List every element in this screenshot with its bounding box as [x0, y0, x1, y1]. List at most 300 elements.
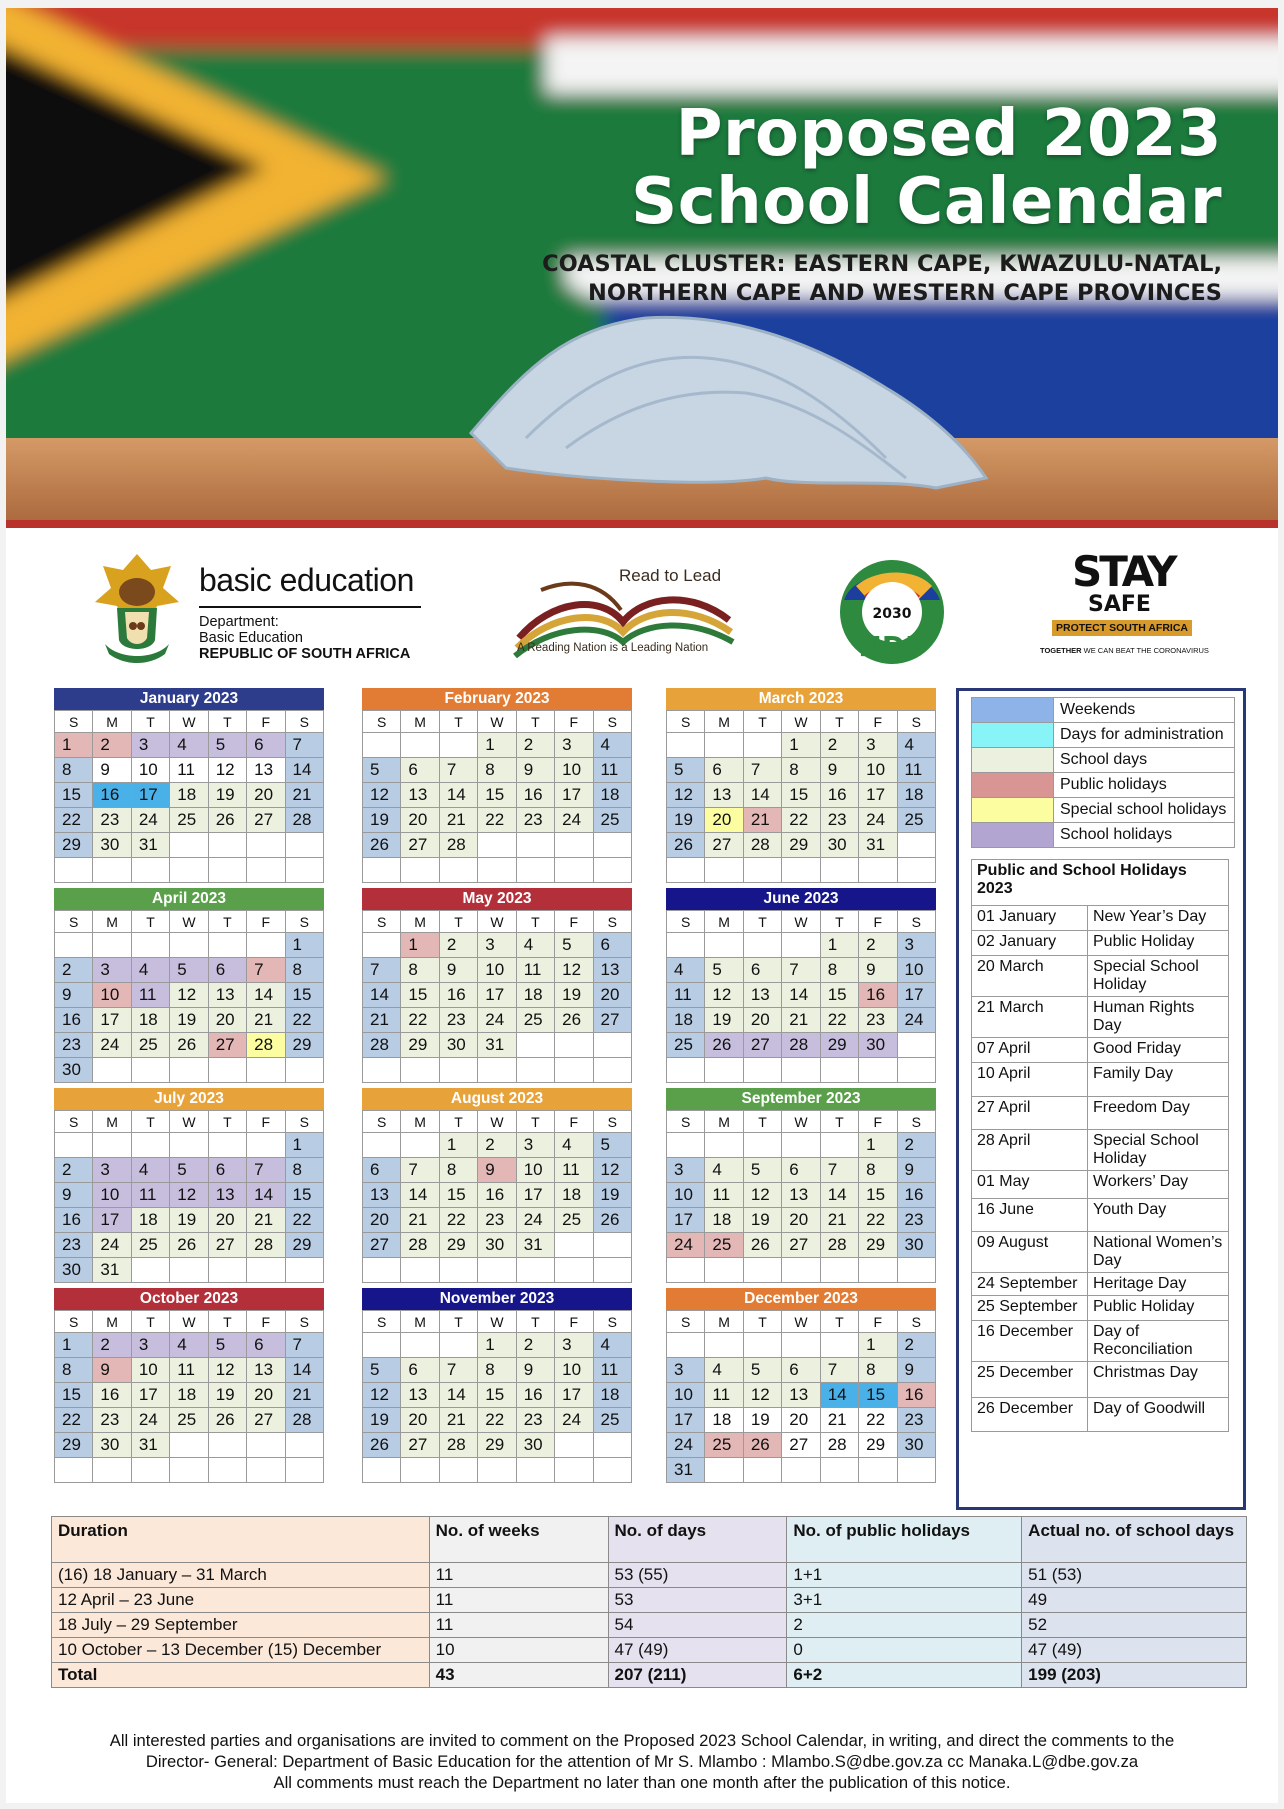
day-cell: 18: [667, 1008, 705, 1033]
day-cell: 7: [363, 958, 401, 983]
day-cell: [555, 833, 593, 858]
day-cell: 21: [401, 1208, 439, 1233]
day-cell: 13: [363, 1183, 401, 1208]
day-cell: 31: [131, 833, 169, 858]
day-cell: 7: [743, 758, 781, 783]
day-cell: 13: [782, 1383, 820, 1408]
day-cell: 8: [478, 758, 516, 783]
day-cell: 18: [593, 1383, 631, 1408]
day-cell: 5: [555, 933, 593, 958]
day-cell: 17: [478, 983, 516, 1008]
day-cell: 21: [285, 783, 323, 808]
day-cell: 15: [55, 1383, 93, 1408]
day-cell: 14: [247, 1183, 285, 1208]
weekday-label: T: [743, 711, 781, 733]
day-cell: [55, 933, 93, 958]
day-cell: [897, 1033, 935, 1058]
day-cell: 15: [439, 1183, 477, 1208]
day-cell: 11: [897, 758, 935, 783]
day-cell: 4: [170, 733, 208, 758]
day-cell: 15: [285, 1183, 323, 1208]
holiday-name: Special School Holiday: [1088, 956, 1229, 997]
day-cell: 25: [131, 1233, 169, 1258]
legend-label: Days for administration: [1054, 723, 1235, 748]
day-cell: 6: [363, 1158, 401, 1183]
holiday-name: Youth Day: [1088, 1199, 1229, 1232]
day-cell: 27: [247, 1408, 285, 1433]
holiday-date: 24 September: [972, 1273, 1088, 1296]
weekday-label: T: [516, 1311, 554, 1333]
day-cell: 9: [93, 1358, 131, 1383]
summary-row: [52, 1638, 1247, 1663]
day-cell: 16: [897, 1383, 935, 1408]
de-line-2: Basic Education: [199, 630, 303, 646]
day-cell: 16: [859, 983, 897, 1008]
weekday-label: S: [667, 1311, 705, 1333]
month-title: May 2023: [362, 888, 632, 910]
weekday-label: W: [170, 711, 208, 733]
day-cell: 26: [363, 1433, 401, 1458]
day-cell: 28: [743, 833, 781, 858]
day-cell: 23: [897, 1408, 935, 1433]
summary-cell: No. of public holidays: [787, 1517, 1022, 1563]
legend-swatch: [972, 723, 1054, 748]
day-cell: 20: [593, 983, 631, 1008]
day-cell: 28: [401, 1233, 439, 1258]
ndp-name: NDP: [858, 630, 926, 663]
day-cell: 22: [285, 1008, 323, 1033]
day-cell: 23: [897, 1208, 935, 1233]
day-cell: 14: [820, 1183, 858, 1208]
holiday-row: [972, 1398, 1229, 1432]
day-cell: [782, 1333, 820, 1358]
day-cell: 6: [743, 958, 781, 983]
day-cell: 15: [859, 1383, 897, 1408]
month-title: April 2023: [54, 888, 324, 910]
summary-cell: 12 April – 23 June: [52, 1588, 430, 1613]
day-cell: 22: [782, 808, 820, 833]
month-2: [362, 688, 632, 883]
day-cell: 22: [859, 1408, 897, 1433]
day-cell: 25: [516, 1008, 554, 1033]
day-cell: [516, 1033, 554, 1058]
day-cell: 21: [247, 1208, 285, 1233]
day-cell: 30: [820, 833, 858, 858]
month-table: [666, 910, 936, 1083]
day-cell: [667, 1058, 705, 1083]
summary-cell: 53: [608, 1588, 787, 1613]
day-cell: 28: [439, 1433, 477, 1458]
day-cell: 25: [593, 808, 631, 833]
holiday-row: [972, 956, 1229, 997]
day-cell: 13: [401, 1383, 439, 1408]
day-cell: 10: [93, 1183, 131, 1208]
day-cell: [93, 858, 131, 883]
day-cell: [170, 1258, 208, 1283]
day-cell: [93, 1058, 131, 1083]
weekday-label: M: [93, 1311, 131, 1333]
day-cell: [705, 1458, 743, 1483]
day-cell: 10: [897, 958, 935, 983]
day-cell: 27: [743, 1033, 781, 1058]
holiday-row: [972, 906, 1229, 931]
weekday-label: W: [782, 1311, 820, 1333]
holiday-name: New Year’s Day: [1088, 906, 1229, 931]
day-cell: 27: [363, 1233, 401, 1258]
day-cell: [478, 858, 516, 883]
day-cell: [859, 1458, 897, 1483]
day-cell: 17: [555, 1383, 593, 1408]
day-cell: [743, 1458, 781, 1483]
day-cell: 25: [897, 808, 935, 833]
day-cell: [131, 1258, 169, 1283]
day-cell: [516, 1258, 554, 1283]
day-cell: [593, 1433, 631, 1458]
day-cell: 1: [820, 933, 858, 958]
month-title: July 2023: [54, 1088, 324, 1110]
day-cell: 15: [478, 783, 516, 808]
day-cell: [593, 1258, 631, 1283]
day-cell: [743, 1133, 781, 1158]
day-cell: 8: [820, 958, 858, 983]
day-cell: 27: [401, 833, 439, 858]
day-cell: 14: [363, 983, 401, 1008]
day-cell: [743, 933, 781, 958]
day-cell: 26: [555, 1008, 593, 1033]
footer-line-2: Director- General: Department of Basic Education for the attention of Mr S. Mlambo : Mlambo.S@dbe.gov.za cc Manaka.L@dbe.gov.za: [145, 1752, 1139, 1771]
day-cell: 11: [131, 983, 169, 1008]
weekday-label: T: [439, 711, 477, 733]
day-cell: 13: [401, 783, 439, 808]
month-12: [666, 1288, 936, 1483]
day-cell: 19: [667, 808, 705, 833]
day-cell: [170, 858, 208, 883]
day-cell: [170, 1133, 208, 1158]
weekday-label: M: [93, 1111, 131, 1133]
day-cell: 4: [593, 1333, 631, 1358]
day-cell: 26: [593, 1208, 631, 1233]
weekday-label: T: [820, 911, 858, 933]
legend-swatch: [972, 798, 1054, 823]
month-5: [362, 888, 632, 1083]
weekday-label: S: [285, 711, 323, 733]
month-1: [54, 688, 324, 883]
day-cell: 12: [705, 983, 743, 1008]
weekday-label: T: [516, 711, 554, 733]
holiday-name: Public Holiday: [1088, 931, 1229, 956]
summary-cell: 53 (55): [608, 1563, 787, 1588]
holiday-name: Workers’ Day: [1088, 1171, 1229, 1199]
month-table: [666, 710, 936, 883]
day-cell: [170, 833, 208, 858]
month-3: [666, 688, 936, 883]
day-cell: [667, 1258, 705, 1283]
day-cell: 5: [743, 1358, 781, 1383]
day-cell: 19: [363, 1408, 401, 1433]
weekday-label: F: [555, 1111, 593, 1133]
day-cell: 17: [897, 983, 935, 1008]
day-cell: 22: [55, 1408, 93, 1433]
day-cell: [285, 833, 323, 858]
day-cell: 7: [247, 958, 285, 983]
holiday-row: [972, 1038, 1229, 1063]
weekday-label: T: [131, 711, 169, 733]
day-cell: 23: [93, 808, 131, 833]
day-cell: 21: [743, 808, 781, 833]
day-cell: [285, 1258, 323, 1283]
day-cell: 30: [516, 1433, 554, 1458]
day-cell: 5: [170, 1158, 208, 1183]
day-cell: 23: [516, 1408, 554, 1433]
day-cell: 18: [131, 1008, 169, 1033]
day-cell: 6: [705, 758, 743, 783]
day-cell: [285, 1433, 323, 1458]
day-cell: 13: [782, 1183, 820, 1208]
day-cell: 18: [170, 783, 208, 808]
day-cell: 4: [555, 1133, 593, 1158]
basic-education-logo: [91, 548, 431, 668]
day-cell: 4: [705, 1358, 743, 1383]
day-cell: 26: [667, 833, 705, 858]
protect-sa-banner: PROTECT SOUTH AFRICA: [1052, 620, 1192, 636]
day-cell: 29: [55, 1433, 93, 1458]
day-cell: 29: [285, 1033, 323, 1058]
day-cell: [555, 1058, 593, 1083]
weekday-label: T: [208, 1111, 246, 1133]
day-cell: 26: [363, 833, 401, 858]
day-cell: 13: [743, 983, 781, 1008]
day-cell: 26: [208, 808, 246, 833]
day-cell: 14: [285, 1358, 323, 1383]
page: [6, 8, 1278, 1803]
summary-cell: 10: [429, 1638, 608, 1663]
day-cell: 28: [363, 1033, 401, 1058]
summary-row: [52, 1613, 1247, 1638]
day-cell: 1: [285, 933, 323, 958]
day-cell: 28: [820, 1433, 858, 1458]
month-8: [362, 1088, 632, 1283]
day-cell: 2: [93, 1333, 131, 1358]
day-cell: 28: [820, 1233, 858, 1258]
holiday-date: 26 December: [972, 1398, 1088, 1432]
day-cell: [439, 1058, 477, 1083]
day-cell: [859, 1258, 897, 1283]
weekday-label: T: [820, 711, 858, 733]
day-cell: 27: [208, 1233, 246, 1258]
day-cell: 4: [131, 1158, 169, 1183]
page-title: [631, 97, 1222, 239]
holiday-row: [972, 1130, 1229, 1171]
day-cell: 27: [401, 1433, 439, 1458]
read-to-lead-tagline: A Reading Nation is a Leading Nation: [517, 642, 709, 654]
day-cell: 4: [516, 933, 554, 958]
day-cell: 6: [401, 758, 439, 783]
day-cell: 6: [782, 1358, 820, 1383]
holiday-row: [972, 1296, 1229, 1321]
day-cell: 18: [897, 783, 935, 808]
day-cell: 10: [667, 1183, 705, 1208]
day-cell: 5: [593, 1133, 631, 1158]
day-cell: 8: [478, 1358, 516, 1383]
day-cell: [208, 1258, 246, 1283]
day-cell: [705, 933, 743, 958]
weekday-label: S: [55, 1311, 93, 1333]
day-cell: 16: [478, 1183, 516, 1208]
day-cell: 30: [478, 1233, 516, 1258]
day-cell: 25: [593, 1408, 631, 1433]
day-cell: 7: [285, 733, 323, 758]
day-cell: 14: [247, 983, 285, 1008]
holiday-date: 16 June: [972, 1199, 1088, 1232]
day-cell: [667, 1333, 705, 1358]
day-cell: 18: [593, 783, 631, 808]
day-cell: 17: [131, 1383, 169, 1408]
day-cell: 9: [897, 1358, 935, 1383]
day-cell: [516, 858, 554, 883]
summary-cell: 18 July – 29 September: [52, 1613, 430, 1638]
day-cell: 23: [859, 1008, 897, 1033]
day-cell: [247, 858, 285, 883]
de-line-1: Department:: [199, 614, 279, 630]
day-cell: 15: [401, 983, 439, 1008]
day-cell: [131, 1133, 169, 1158]
day-cell: 12: [208, 758, 246, 783]
day-cell: [478, 833, 516, 858]
weekday-label: S: [55, 711, 93, 733]
day-cell: 26: [170, 1033, 208, 1058]
day-cell: 3: [897, 933, 935, 958]
day-cell: [401, 1258, 439, 1283]
day-cell: 29: [859, 1433, 897, 1458]
weekday-label: S: [593, 1111, 631, 1133]
day-cell: 7: [401, 1158, 439, 1183]
day-cell: 24: [131, 1408, 169, 1433]
day-cell: 19: [593, 1183, 631, 1208]
day-cell: [593, 1033, 631, 1058]
day-cell: 13: [208, 1183, 246, 1208]
day-cell: [820, 1258, 858, 1283]
day-cell: 7: [820, 1158, 858, 1183]
day-cell: 1: [401, 933, 439, 958]
day-cell: [208, 1058, 246, 1083]
day-cell: 12: [363, 1383, 401, 1408]
day-cell: 28: [285, 808, 323, 833]
day-cell: 19: [170, 1008, 208, 1033]
day-cell: [820, 1133, 858, 1158]
day-cell: [131, 1458, 169, 1483]
day-cell: [743, 1258, 781, 1283]
day-cell: 24: [131, 808, 169, 833]
day-cell: 10: [859, 758, 897, 783]
holiday-name: Public Holiday: [1088, 1296, 1229, 1321]
day-cell: 28: [247, 1033, 285, 1058]
day-cell: 9: [93, 758, 131, 783]
day-cell: 18: [555, 1183, 593, 1208]
day-cell: 24: [93, 1233, 131, 1258]
day-cell: 4: [705, 1158, 743, 1183]
weekday-label: T: [439, 911, 477, 933]
weekday-label: F: [555, 1311, 593, 1333]
day-cell: 30: [897, 1433, 935, 1458]
day-cell: 31: [516, 1233, 554, 1258]
day-cell: 26: [705, 1033, 743, 1058]
day-cell: 15: [820, 983, 858, 1008]
holiday-name: National Women’s Day: [1088, 1232, 1229, 1273]
day-cell: 9: [820, 758, 858, 783]
ndp-2030-logo: [836, 556, 948, 668]
day-cell: 11: [593, 758, 631, 783]
month-title: August 2023: [362, 1088, 632, 1110]
day-cell: [782, 1458, 820, 1483]
day-cell: 27: [208, 1033, 246, 1058]
weekday-label: M: [401, 711, 439, 733]
day-cell: 7: [247, 1158, 285, 1183]
legend-item: [972, 698, 1235, 723]
day-cell: 5: [705, 958, 743, 983]
summary-cell: 2: [787, 1613, 1022, 1638]
day-cell: 13: [247, 1358, 285, 1383]
day-cell: 3: [667, 1158, 705, 1183]
weekday-label: W: [782, 911, 820, 933]
day-cell: 11: [555, 1158, 593, 1183]
day-cell: 24: [93, 1033, 131, 1058]
day-cell: 22: [55, 808, 93, 833]
holiday-date: 21 March: [972, 997, 1088, 1038]
day-cell: 13: [593, 958, 631, 983]
day-cell: [363, 733, 401, 758]
day-cell: 2: [55, 958, 93, 983]
day-cell: 1: [478, 733, 516, 758]
subtitle-line-2: NORTHERN CAPE AND WESTERN CAPE PROVINCES: [588, 280, 1222, 306]
day-cell: 7: [782, 958, 820, 983]
day-cell: [247, 1433, 285, 1458]
weekday-label: T: [439, 1111, 477, 1133]
legend-label: Weekends: [1054, 698, 1235, 723]
day-cell: 16: [439, 983, 477, 1008]
day-cell: [401, 1058, 439, 1083]
day-cell: 8: [55, 758, 93, 783]
day-cell: [208, 1133, 246, 1158]
day-cell: 10: [555, 758, 593, 783]
day-cell: [285, 858, 323, 883]
day-cell: 2: [516, 1333, 554, 1358]
stay-bottom-line: [1040, 646, 1209, 655]
day-cell: [401, 858, 439, 883]
weekday-label: S: [55, 1111, 93, 1133]
day-cell: [516, 1458, 554, 1483]
month-6: [666, 888, 936, 1083]
day-cell: [555, 1433, 593, 1458]
legend-item: [972, 798, 1235, 823]
day-cell: 15: [859, 1183, 897, 1208]
day-cell: 2: [820, 733, 858, 758]
legend-item: [972, 773, 1235, 798]
day-cell: 19: [208, 1383, 246, 1408]
day-cell: 12: [743, 1383, 781, 1408]
day-cell: 31: [859, 833, 897, 858]
day-cell: [247, 933, 285, 958]
day-cell: 4: [897, 733, 935, 758]
day-cell: 18: [705, 1208, 743, 1233]
holiday-date: 02 January: [972, 931, 1088, 956]
day-cell: [478, 1458, 516, 1483]
day-cell: [131, 1058, 169, 1083]
day-cell: [705, 1133, 743, 1158]
day-cell: 1: [782, 733, 820, 758]
month-title: February 2023: [362, 688, 632, 710]
day-cell: 30: [439, 1033, 477, 1058]
day-cell: 9: [439, 958, 477, 983]
